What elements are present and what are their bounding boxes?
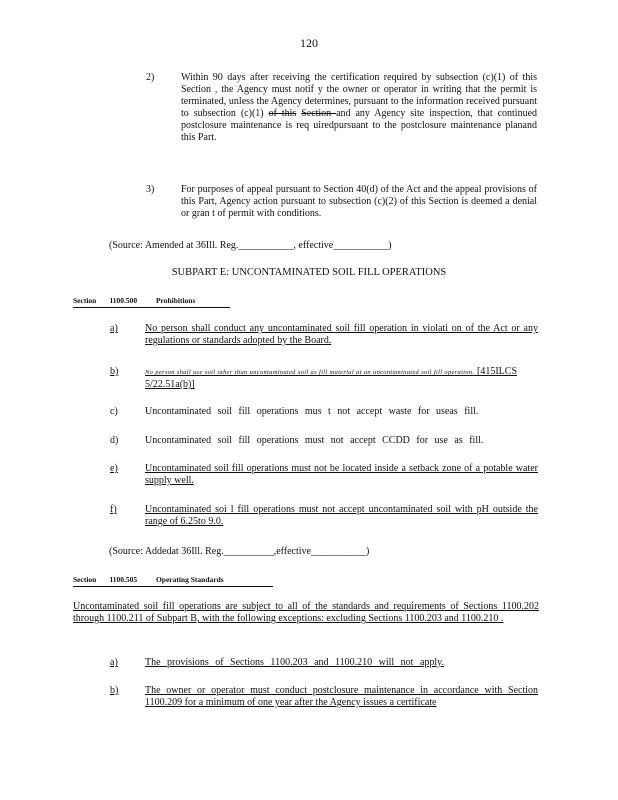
list-item-d: Uncontaminated soil fill operations must not accept CCDD for use as fill. bbox=[145, 435, 484, 446]
section-heading-505 bbox=[73, 575, 283, 587]
page-number: 120 bbox=[300, 36, 318, 50]
paragraph-text: and any Agency site inspection, that continued postclosure maintenance is req uiredpursuant to the postclosure maintenance planand this Part. bbox=[181, 108, 538, 143]
blank-line: ___________ bbox=[311, 546, 366, 557]
list-item-a: No person shall conduct any uncontaminated soil fill operation in violati on of the Act or any regulations or standards adopted by the Board. bbox=[145, 323, 538, 346]
source-text: , effective bbox=[293, 240, 334, 251]
list-marker: 3) bbox=[146, 184, 155, 195]
list-marker: d) bbox=[110, 435, 119, 446]
paragraph-text: Within 90 days after receiving the certification required by subsection (c)(1) of this Section , the Agency must notif y the owner or operator in writing that the permit is terminated, unless the Agency determines, pursuant to the information received pursuant to subsection (c)(1) bbox=[181, 72, 537, 119]
source-text: ) bbox=[366, 546, 370, 557]
list-item-c: Uncontaminated soil fill operations mus t not accept waste for useas fill. bbox=[145, 406, 479, 417]
blank-line: ___________ bbox=[238, 240, 294, 251]
section-label: Section bbox=[73, 296, 97, 305]
paragraph-item-2 bbox=[181, 72, 537, 144]
blank-line: __________ bbox=[223, 546, 274, 557]
citation: [415ILCS 5/22.51a(b)] bbox=[145, 366, 518, 390]
list-item-b: The owner or operator must conduct postclosure maintenance in accordance with Section 1100.209 for a minimum of one year after the Agency issues a certificate bbox=[145, 685, 538, 708]
list-item-f: Uncontaminated soi l fill operations must not accept uncontaminated soil with pH outside the range of 6.25to 9.0. bbox=[145, 504, 538, 527]
source-text: (Source: Addedat 36Ill. Reg. bbox=[109, 546, 224, 557]
section-heading-500 bbox=[73, 296, 233, 308]
list-marker: c) bbox=[110, 406, 118, 417]
section-label: Section bbox=[73, 575, 97, 584]
section-title: Operating Standards bbox=[155, 575, 224, 584]
subpart-heading: SUBPART E: UNCONTAMINATED SOIL FILL OPERATIONS bbox=[171, 267, 447, 278]
source-note bbox=[109, 546, 549, 558]
blank-line: ___________ bbox=[333, 240, 389, 251]
statute-text: No person shall use soil other than uncontaminated soil as fill material at an uncontaminated soil fill operation. bbox=[145, 369, 475, 376]
struck-text: Section bbox=[301, 108, 337, 119]
struck-text: of this bbox=[268, 108, 297, 119]
source-note bbox=[109, 240, 549, 252]
list-item-b bbox=[145, 366, 517, 391]
list-marker: b) bbox=[110, 685, 119, 696]
section-number: 1100.505 bbox=[109, 575, 138, 584]
source-text: (Source: Amended at 36Ill. Reg. bbox=[109, 240, 239, 251]
list-item-a: The provisions of Sections 1100.203 and 1100.210 will not apply. bbox=[145, 657, 445, 668]
list-marker: 2) bbox=[146, 72, 155, 83]
list-marker: a) bbox=[110, 323, 118, 334]
section-505-paragraph: Uncontaminated soil fill operations are subject to all of the standards and requirements of Sections 1100.202 through 1100.211 of Subpart B, with the following exceptions: excluding Sections 1100.203 and 1100.210 . bbox=[73, 601, 539, 624]
list-marker: f) bbox=[110, 504, 117, 515]
source-text: ) bbox=[388, 240, 392, 251]
list-marker: b) bbox=[110, 366, 119, 377]
section-number: 1100.500 bbox=[109, 296, 138, 305]
paragraph-item-3: For purposes of appeal pursuant to Section 40(d) of the Act and the appeal provisions of this Part, Agency action pursuant to subsection (c)(2) of this Section is deemed a denial or gran t of permit with conditions. bbox=[181, 184, 537, 219]
source-text: ,effective bbox=[273, 546, 311, 557]
list-marker: a) bbox=[110, 657, 118, 668]
list-marker: e) bbox=[110, 463, 118, 474]
section-title: Prohibitions bbox=[155, 296, 196, 305]
list-item-e: Uncontaminated soil fill operations must not be located inside a setback zone of a potable water supply well. bbox=[145, 463, 538, 486]
